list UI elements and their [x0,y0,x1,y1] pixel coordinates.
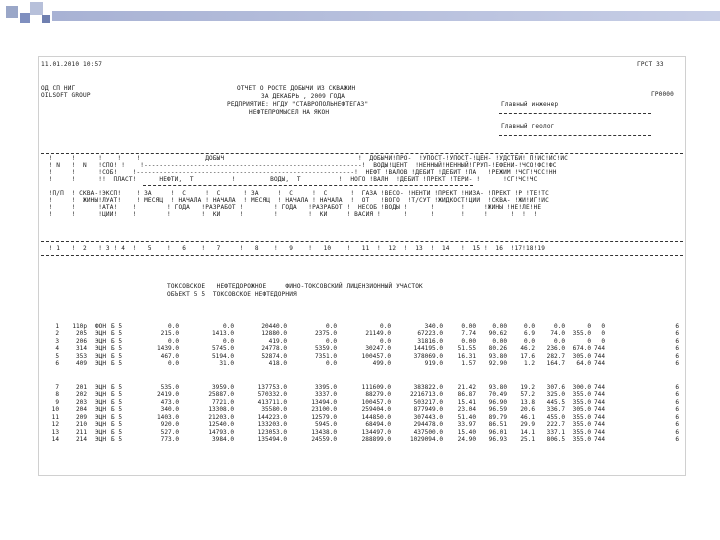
table-cell: 744 [593,345,605,352]
table-cell: 24559.0 [311,436,337,443]
table-cell: ЭЦН [95,360,107,367]
table-cell: 6 [675,360,679,367]
table-cell: 96.93 [488,436,507,443]
table-cell: 88279.0 [365,391,391,398]
table-cell: 24.90 [457,436,476,443]
table-row [39,429,685,436]
decor-square-4 [42,15,50,23]
table-cell: 1403.0 [156,414,179,421]
column-numbers: ! 1 ! 2 ! 3 ! 4 ! 5 ! 6 ! 7 ! 8 ! 9 ! 10 ! 11 ! 12 ! 13 ! 14 ! 15 ! 16 !17!18!19 [41,245,546,252]
table-cell: 46.1 [520,414,535,421]
table-cell: 7721.0 [211,399,234,406]
table-cell: Б 5 [111,360,123,367]
table-cell: 0.0 [325,323,337,330]
table-cell: 5194.0 [211,353,234,360]
table-cell: 6 [675,323,679,330]
table-cell: 4 [55,345,59,352]
table-cell: 211 [75,429,87,436]
table-cell: 20440.0 [261,323,287,330]
engineer-label: Главный инженер [501,101,559,108]
table-cell: 418.0 [268,360,287,367]
table-cell: 25.1 [520,436,535,443]
table-cell: 413711.0 [257,399,287,406]
table-cell: 11 [51,414,59,421]
table-cell: 3337.0 [314,391,337,398]
table-cell: 1029094.0 [409,436,443,443]
header-row-6: ! ! ЖИНЫ!ЛУАТ! ! МЕСЯЦ ! НАЧАЛА ! НАЧАЛА ! МЕСЯЦ ! НАЧАЛА ! НАЧАЛА ! ОТ !ВОГО !Т/СУТ !ЖИДКОСТ!ЦИИ !СКВА- !ЖИ!ИГ!ИС [41,197,549,204]
table-cell: 14793.0 [208,429,234,436]
engineer-line [499,113,651,114]
table-cell: 164.7 [546,360,565,367]
table-cell: 6.9 [523,330,535,337]
table-cell: 222.7 [546,421,565,428]
table-cell: 6 [675,353,679,360]
header-mid-rule [143,185,473,186]
table-row [39,436,685,443]
table-cell: ЭЦН [95,391,107,398]
table-cell: 305.0 [572,353,591,360]
table-cell: 203 [75,399,87,406]
section-line-2: ОБЪЕКТ 5 5 ТОКСОВСКОЕ НЕФТЕДОРНИЯ [167,291,297,298]
table-row [39,406,685,413]
table-cell: 378069.0 [413,353,443,360]
table-cell: 3984.0 [211,436,234,443]
table-cell: 744 [593,429,605,436]
table-cell: 0 [601,338,605,345]
table-cell: 89.79 [488,414,507,421]
table-cell: 0 [587,338,591,345]
table-cell: 9 [55,399,59,406]
table-cell: Б 5 [111,345,123,352]
table-cell: 135494.0 [257,436,287,443]
table-row [39,360,685,367]
report-title-3: РЕДПРИЯТИЕ: НГДУ "СТАВРОПОЛЬНЕФТЕГАЗ" [227,101,369,108]
table-cell: 5359.0 [314,345,337,352]
table-cell: 300.0 [572,384,591,391]
table-cell: 5945.0 [314,421,337,428]
table-cell: Б 5 [111,338,123,345]
table-cell: 0.00 [492,338,507,345]
header-row-4: ! ! !! ПЛАСТ! НЕФТИ, Т ! ВОДЫ, Т ! НОГО !ВАЛН !ДЕБИТ !ПРЕКТ !ТЕРИ- ! !СГ!ЧС!ЧС [41,176,538,183]
table-cell: 307.6 [546,384,565,391]
table-cell: 144195.0 [413,345,443,352]
table-cell: 6 [675,399,679,406]
table-cell: 5 [55,353,59,360]
table-cell: 305.0 [572,406,591,413]
table-cell: 307443.0 [413,414,443,421]
code-right: ГР0000 [651,91,674,98]
table-cell: 3395.0 [314,384,337,391]
report-timestamp: 11.01.2010 10:57 [41,61,103,68]
report-title-4: НЕФТЕПРОМЫСЕЛ НА ЯКОН [249,109,330,116]
table-cell: 29.9 [520,421,535,428]
table-cell: 7 [55,384,59,391]
table-cell: 355.0 [572,429,591,436]
table-cell: 0.0 [325,338,337,345]
table-cell: 355.0 [572,436,591,443]
table-cell: 6 [675,414,679,421]
table-cell: 74.0 [550,330,565,337]
header-row-5: !П/П ! СКВА-!ЭКСП! ! ЗА ! С ! С ! ЗА ! С ! С ! ГАЗА !ВЕСО- !НЕНТИ !ПРЕКТ !НИЗА- !ПРЕКТ !Р !ТЕ!ТС [41,190,549,197]
table-cell: 2419.0 [156,391,179,398]
table-cell: 214 [75,436,87,443]
header-top-rule [41,153,683,154]
table-cell: ЭЦН [95,436,107,443]
table-cell: 288899.0 [361,436,391,443]
table-cell: Б 5 [111,323,123,330]
table-cell: 0.0 [167,323,179,330]
table-cell: 773.0 [160,436,179,443]
table-cell: 259404.0 [361,406,391,413]
table-cell: 744 [593,414,605,421]
table-cell: 6 [675,429,679,436]
table-cell: 6 [675,391,679,398]
table-cell: ЭЦН [95,429,107,436]
table-cell: 10 [51,406,59,413]
table-cell: 744 [593,360,605,367]
table-cell: 210 [75,421,87,428]
table-cell: 90.62 [488,330,507,337]
table-cell: 503217.0 [413,399,443,406]
table-cell: 744 [593,391,605,398]
table-cell: 1 [55,323,59,330]
header-row-2: ! N ! N !СПО! ! !---------------------------------------------------------! ВОДЫ!ЦЕНТ !НЕННЫЙ!НЕННЫЙ!ГРУП-!ЕФЕНИ-!ЧСО!ФС!ФС [41,162,557,169]
table-cell: 236.0 [546,345,565,352]
header-bottom-rule [41,241,683,242]
table-cell: 744 [593,399,605,406]
table-cell: 23.04 [457,406,476,413]
table-cell: 467.0 [160,353,179,360]
table-cell: 499.0 [372,360,391,367]
table-cell: 70.49 [488,391,507,398]
table-cell: 57.2 [520,391,535,398]
table-cell: 31816.0 [417,338,443,345]
table-cell: 383822.0 [413,384,443,391]
table-cell: 445.5 [546,399,565,406]
table-cell: 353 [75,353,87,360]
table-row [39,414,685,421]
table-cell: 355.0 [572,391,591,398]
table-cell: 1413.0 [211,330,234,337]
table-cell: 133203.0 [257,421,287,428]
table-cell: 52874.0 [261,353,287,360]
table-cell: 13438.0 [311,429,337,436]
table-cell: 86.87 [457,391,476,398]
table-cell: 17.6 [520,353,535,360]
table-cell: 111609.0 [361,384,391,391]
table-cell: 0.00 [492,323,507,330]
report-title-2: ЗА ДЕКАБРЬ , 2009 ГОДА [261,93,346,100]
table-cell: 7351.0 [314,353,337,360]
header-row-1: ! ! ! ! ! ДОБЫЧ ! ДОБЫЧИ!ПРО- !УПОСТ-!УПОСТ-!ЦЕН- !УДСТБИ! П!ИС!ИС!ИС [41,155,568,162]
table-cell: Б 5 [111,391,123,398]
table-cell: 12579.0 [311,414,337,421]
table-row [39,399,685,406]
table-row [39,353,685,360]
table-cell: 96.01 [488,429,507,436]
table-cell: 744 [593,353,605,360]
decor-bar [52,11,720,21]
table-cell: 14.1 [520,429,535,436]
table-cell: Б 5 [111,384,123,391]
table-row [39,345,685,352]
table-cell: 0.0 [379,323,391,330]
report-sheet [38,56,686,476]
table-cell: Б 5 [111,399,123,406]
table-cell: Б 5 [111,353,123,360]
table-cell: 282.7 [546,353,565,360]
table-row [39,384,685,391]
table-cell: ФОН [95,323,107,330]
table-cell: 0.0 [222,338,234,345]
table-row [39,330,685,337]
table-cell: 86.51 [488,421,507,428]
table-cell: 744 [593,421,605,428]
table-cell: 527.0 [160,429,179,436]
table-cell: 1439.0 [156,345,179,352]
table-cell: 920.0 [160,421,179,428]
table-cell: 67223.0 [417,330,443,337]
table-cell: 355.0 [572,399,591,406]
report-title-1: ОТЧЕТ О РОСТЕ ДОБЫЧИ ИЗ СКВАЖИН [237,85,356,92]
table-cell: 16.31 [457,353,476,360]
table-cell: 325.0 [546,391,565,398]
table-cell: ЭЦН [95,345,107,352]
table-cell: 33.97 [457,421,476,428]
table-cell: 19.2 [520,384,535,391]
table-cell: 6 [675,345,679,352]
table-cell: Б 5 [111,414,123,421]
table-cell: 13.8 [520,399,535,406]
table-row [39,421,685,428]
header-row-3: ! ! !СОБ! !---------------------------------------------------------! НЕФТ !ВАЛОВ !ДЕБИТ !ДЕБИТ !ПА !РЕЖИМ !ЧСГ!ЧСС!НН [41,169,557,176]
table-cell: 12540.0 [208,421,234,428]
table-cell: 744 [593,384,605,391]
table-cell: 201 [75,384,87,391]
table-cell: ЭЦН [95,421,107,428]
table-cell: ЭЦН [95,399,107,406]
table-cell: Б 5 [111,429,123,436]
org-line1: ОД СП НИГ [41,85,76,92]
table-cell: 13494.0 [311,399,337,406]
table-cell: 144223.0 [257,414,287,421]
table-cell: 409 [75,360,87,367]
table-cell: 93.80 [488,353,507,360]
table-cell: 919.0 [424,360,443,367]
table-cell: 100457.0 [361,353,391,360]
header-row-8: ! ! !ЦИИ! ! ! ! КИ ! ! ! КИ ! ВАСИЯ ! ! ! ! ! ! ! ! [41,211,538,218]
table-cell: ЭЦН [95,414,107,421]
table-cell: 7.74 [461,330,476,337]
table-cell: 535.0 [160,384,179,391]
table-cell: 93.80 [488,384,507,391]
header-row-7: ! ! !АТА! ! ! ГОДА !РАЗРАБОТ ! ! ГОДА !РАЗРАБОТ ! НЕСОБ !ВОДЫ ! ! ! !ЖИНЫ !НЕ!ЛЕ!НЕ [41,204,542,211]
table-cell: 204 [75,406,87,413]
table-cell: 110р [72,323,87,330]
table-cell: 570332.0 [257,391,287,398]
table-cell: 0.0 [553,338,565,345]
table-cell: 68494.0 [365,421,391,428]
org-line2: OILSOFT GROUP [41,92,91,99]
table-cell: 744 [593,436,605,443]
table-cell: 419.0 [268,338,287,345]
table-cell: 0.0 [523,323,535,330]
table-cell: 21203.0 [208,414,234,421]
table-cell: 0 [601,323,605,330]
table-cell: 0.0 [167,338,179,345]
table-cell: 6 [675,338,679,345]
table-cell: 0.00 [461,338,476,345]
table-cell: 96.90 [488,399,507,406]
table-cell: 12 [51,421,59,428]
geologist-label: Главный геолог [501,123,555,130]
table-row [39,323,685,330]
table-cell: 6 [675,436,679,443]
table-cell: ЭЦН [95,353,107,360]
table-cell: 0.0 [523,338,535,345]
table-cell: 21149.0 [365,330,391,337]
table-cell: 46.2 [520,345,535,352]
table-cell: 340.0 [160,406,179,413]
table-cell: 21.42 [457,384,476,391]
table-cell: 0.00 [461,323,476,330]
table-cell: 455.0 [546,414,565,421]
table-cell: 0.0 [167,360,179,367]
table-cell: 100457.0 [361,399,391,406]
table-cell: 2 [55,330,59,337]
table-cell: 137753.0 [257,384,287,391]
table-cell: 1.2 [523,360,535,367]
table-cell: 80.26 [488,345,507,352]
table-cell: 96.59 [488,406,507,413]
table-cell: 31.0 [219,360,234,367]
table-cell: 2375.0 [314,330,337,337]
table-row [39,338,685,345]
table-cell: 64.0 [576,360,591,367]
table-cell: 0.0 [222,323,234,330]
table-cell: 15.40 [457,429,476,436]
table-cell: 24778.0 [261,345,287,352]
table-cell: 877949.0 [413,406,443,413]
table-cell: 205 [75,330,87,337]
table-cell: 25887.0 [208,391,234,398]
table-cell: 0 [601,330,605,337]
table-cell: 355.0 [572,330,591,337]
table-cell: 744 [593,406,605,413]
table-cell: 123053.0 [257,429,287,436]
table-cell: 14 [51,436,59,443]
table-cell: 6 [675,330,679,337]
geologist-line [499,135,651,136]
table-cell: 6 [675,384,679,391]
table-cell: 134497.0 [361,429,391,436]
table-cell: 0.0 [325,360,337,367]
table-cell: 2216713.0 [409,391,443,398]
table-cell: 355.0 [572,421,591,428]
table-cell: 674.0 [572,345,591,352]
table-cell: 5745.0 [211,345,234,352]
table-cell: Б 5 [111,421,123,428]
decor-square-1 [6,6,18,18]
table-cell: 6 [55,360,59,367]
table-cell: ЭЦН [95,330,107,337]
table-cell: 0.0 [553,323,565,330]
table-cell: 51.40 [457,414,476,421]
table-cell: 355.0 [572,414,591,421]
table-cell: 35580.0 [261,406,287,413]
table-cell: ЭЦН [95,406,107,413]
table-cell: 15.41 [457,399,476,406]
table-cell: 0.0 [379,338,391,345]
table-cell: 1.57 [461,360,476,367]
table-cell: 23100.0 [311,406,337,413]
table-cell: 6 [675,421,679,428]
table-cell: 8 [55,391,59,398]
form-code: ГРСТ 33 [637,61,664,68]
table-cell: 209 [75,414,87,421]
table-cell: 473.0 [160,399,179,406]
decor-square-2 [20,13,30,23]
table-cell: 336.7 [546,406,565,413]
table-cell: 92.90 [488,360,507,367]
table-cell: 337.1 [546,429,565,436]
table-cell: 206 [75,338,87,345]
table-cell: ЭЦН [95,384,107,391]
table-cell: 6 [675,406,679,413]
table-cell: 215.0 [160,330,179,337]
table-cell: Б 5 [111,406,123,413]
table-cell: 3 [55,338,59,345]
table-cell: 144850.0 [361,414,391,421]
table-cell: 314 [75,345,87,352]
table-cell: 13308.0 [208,406,234,413]
table-cell: Б 5 [111,436,123,443]
table-cell: 806.5 [546,436,565,443]
section-line-1: ТОКСОВСКОЕ НЕФТЕДОРОЖНОЕ ФИНО-ТОКСОВСКИЙ ЛИЦЕНЗИОННЫЙ УЧАСТОК [167,283,423,290]
column-numbers-rule [41,255,683,256]
table-cell: 51.55 [457,345,476,352]
table-cell: 3959.0 [211,384,234,391]
table-cell: 13 [51,429,59,436]
decor-square-3 [30,2,43,15]
table-row [39,391,685,398]
table-cell: 202 [75,391,87,398]
table-cell: Б 5 [111,330,123,337]
table-cell: 30247.0 [365,345,391,352]
table-cell: 340.0 [424,323,443,330]
table-cell: ЭЦН [95,338,107,345]
table-cell: 437500.0 [413,429,443,436]
table-cell: 20.6 [520,406,535,413]
table-cell: 294478.0 [413,421,443,428]
table-cell: 12880.0 [261,330,287,337]
table-cell: 0 [587,323,591,330]
